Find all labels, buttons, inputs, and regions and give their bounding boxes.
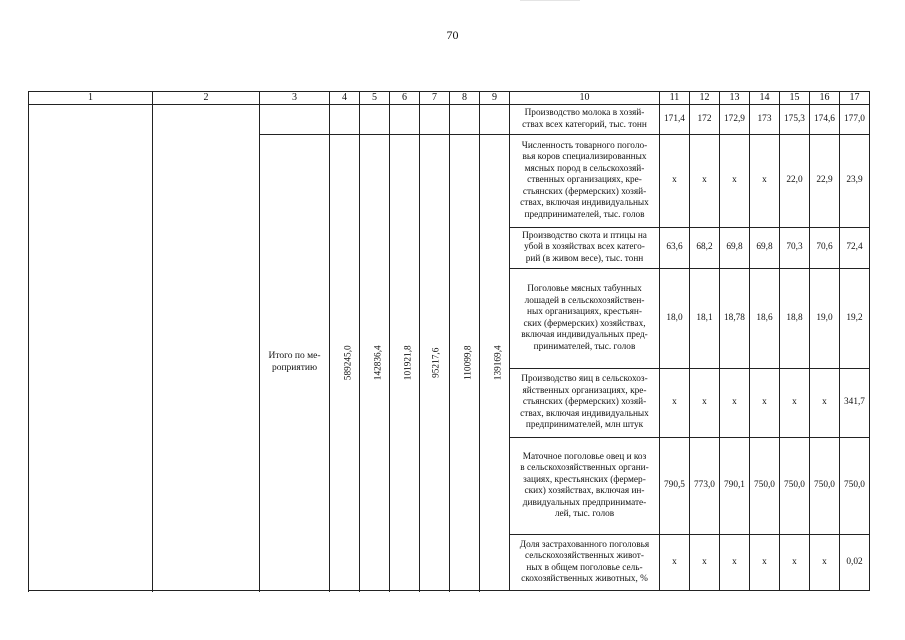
value-cell: x: [690, 369, 720, 438]
value-cell: 790,1: [720, 438, 750, 535]
value-cell: x: [780, 535, 810, 591]
empty-cell: [390, 105, 420, 135]
empty-cell: [450, 105, 480, 135]
total-value-cell: [330, 135, 360, 591]
value-cell: 63,6: [660, 228, 690, 269]
column-header: 12: [690, 92, 720, 105]
value-cell: 22,9: [810, 135, 840, 228]
indicator-line: Маточное поголовье овец и коз: [522, 451, 647, 462]
value-cell: 19,0: [810, 269, 840, 369]
indicator-line: ствах, включая индивидуальных: [520, 408, 649, 419]
value-cell: 773,0: [690, 438, 720, 535]
empty-cell: [360, 105, 390, 135]
value-cell: x: [780, 369, 810, 438]
indicator-line: Производство яиц в сельскохоз-: [521, 374, 648, 385]
value-cell: 172: [690, 105, 720, 135]
value-cell: 790,5: [660, 438, 690, 535]
value-cell: x: [720, 535, 750, 591]
indicator-line: стьянских (фермерских) хозяй-: [522, 397, 647, 408]
value-cell: x: [810, 369, 840, 438]
indicator-line: мясных пород в сельскохозяй-: [524, 163, 645, 174]
value-cell: x: [690, 135, 720, 228]
value-cell: 18,6: [750, 269, 780, 369]
total-value-cell: [390, 135, 420, 591]
value-cell: 18,8: [780, 269, 810, 369]
column-header: 5: [360, 92, 390, 105]
value-cell: 22,0: [780, 135, 810, 228]
value-cell: 171,4: [660, 105, 690, 135]
indicator-line: рий (в живом весе), тыс. тонн: [525, 253, 644, 264]
indicator-line: дивидуальных предпринимате-: [522, 497, 647, 508]
value-cell: 18,78: [720, 269, 750, 369]
value-cell: 173: [750, 105, 780, 135]
table-row: [29, 105, 870, 135]
indicator-text: [510, 105, 660, 135]
indicator-text: [510, 535, 660, 591]
column-number-row: [29, 92, 870, 105]
indicator-line: сельскохозяйственных живот-: [525, 551, 644, 561]
value-cell: 69,8: [750, 228, 780, 269]
column-header: 10: [510, 92, 660, 105]
indicator-line: ных в общем поголовье сель-: [526, 562, 643, 573]
value-cell: 175,3: [780, 105, 810, 135]
indicator-line: Производство молока в хозяй-: [524, 108, 645, 118]
value-cell: x: [750, 135, 780, 228]
indicator-line: принимателей, тыс. голов: [533, 341, 636, 352]
indicator-line: в сельскохозяйственных органи-: [520, 463, 649, 473]
indicator-line: Численность товарного поголо-: [521, 140, 648, 151]
total-value: 589245,0: [343, 345, 354, 380]
value-cell: x: [690, 535, 720, 591]
indicator-text: [510, 135, 660, 228]
column-header: 7: [420, 92, 450, 105]
column-header: 14: [750, 92, 780, 105]
indicator-line: предпринимателей, млн штук: [525, 420, 644, 431]
total-value-cell: [480, 135, 510, 591]
indicator-line: вья коров специализированных: [522, 152, 647, 163]
column-header: 8: [450, 92, 480, 105]
total-value: 142836,4: [373, 345, 384, 380]
indicator-line: Поголовье мясных табунных: [527, 284, 642, 294]
value-cell: x: [810, 535, 840, 591]
value-cell: 70,6: [810, 228, 840, 269]
total-value: 95217,6: [431, 347, 442, 378]
indicator-text: [510, 269, 660, 369]
indicator-line: яйственных организациях, кре-: [522, 385, 647, 396]
column-header: 13: [720, 92, 750, 105]
indicator-line: ствах всех категорий, тыс. тонн: [522, 119, 647, 130]
indicator-line: ствах, включая индивидуальных: [520, 198, 649, 209]
column-header: 17: [840, 92, 870, 105]
measures-table: [28, 91, 870, 591]
column-header: 11: [660, 92, 690, 105]
value-cell: 174,6: [810, 105, 840, 135]
value-cell: 69,8: [720, 228, 750, 269]
indicator-text: [510, 228, 660, 269]
value-cell: x: [720, 135, 750, 228]
scan-artifact: [520, 0, 580, 3]
value-cell: x: [750, 535, 780, 591]
value-cell: 177,0: [840, 105, 870, 135]
indicator-line: ских) хозяйствах, включая ин-: [524, 486, 645, 496]
value-cell: 70,3: [780, 228, 810, 269]
indicator-line: убой в хозяйствах всех катего-: [524, 242, 645, 253]
total-value: 110099,8: [463, 345, 474, 380]
column-header: 16: [810, 92, 840, 105]
empty-cell-col3: [260, 105, 330, 135]
column-header: 9: [480, 92, 510, 105]
page-number: 70: [446, 28, 459, 42]
value-cell: 750,0: [750, 438, 780, 535]
value-cell: 750,0: [810, 438, 840, 535]
value-cell: x: [750, 369, 780, 438]
indicator-line: зациях, крестьянских (фермер-: [523, 474, 646, 485]
total-label: Итого по ме- роприятию: [260, 135, 330, 591]
indicator-line: лошадей в сельскохозяйствен-: [524, 295, 645, 306]
value-cell: 750,0: [780, 438, 810, 535]
value-cell: 172,9: [720, 105, 750, 135]
value-cell: x: [660, 535, 690, 591]
value-cell: 18,1: [690, 269, 720, 369]
value-cell: 18,0: [660, 269, 690, 369]
empty-cell-col1: [29, 105, 153, 591]
value-cell: 0,02: [840, 535, 870, 591]
column-header: 2: [153, 92, 260, 105]
indicator-line: стьянских (фермерских) хозяй-: [522, 186, 647, 197]
indicator-text: [510, 438, 660, 535]
indicator-line: ственных организациях, кре-: [527, 175, 642, 186]
indicator-line: включая индивидуальных пред-: [521, 330, 648, 340]
value-cell: x: [660, 369, 690, 438]
value-cell: 750,0: [840, 438, 870, 535]
indicator-line: лей, тыс. голов: [554, 509, 615, 519]
value-cell: 23,9: [840, 135, 870, 228]
value-cell: x: [660, 135, 690, 228]
value-cell: 19,2: [840, 269, 870, 369]
indicator-text: [510, 369, 660, 438]
column-header: 15: [780, 92, 810, 105]
column-header: 1: [29, 92, 153, 105]
indicator-line: ских (фермерских) хозяйствах,: [523, 318, 646, 329]
value-cell: 68,2: [690, 228, 720, 269]
column-header: 6: [390, 92, 420, 105]
empty-cell-col2: [153, 105, 260, 591]
value-cell: 72,4: [840, 228, 870, 269]
indicator-line: Производство скота и птицы на: [522, 230, 647, 241]
indicator-line: Доля застрахованного поголовья: [519, 539, 650, 550]
total-value: 139169,4: [493, 345, 504, 380]
empty-cell: [420, 105, 450, 135]
total-value-cell: [450, 135, 480, 591]
value-cell: 341,7: [840, 369, 870, 438]
indicator-line: скохозяйственных животных, %: [521, 574, 648, 584]
indicator-line: предпринимателей, тыс. голов: [524, 209, 645, 220]
value-cell: x: [720, 369, 750, 438]
indicator-line: ных организациях, крестьян-: [526, 307, 642, 317]
total-value: 101921,8: [403, 345, 414, 380]
empty-cell: [480, 105, 510, 135]
total-value-cell: [420, 135, 450, 591]
empty-cell: [330, 105, 360, 135]
column-header: 3: [260, 92, 330, 105]
column-header: 4: [330, 92, 360, 105]
total-value-cell: [360, 135, 390, 591]
